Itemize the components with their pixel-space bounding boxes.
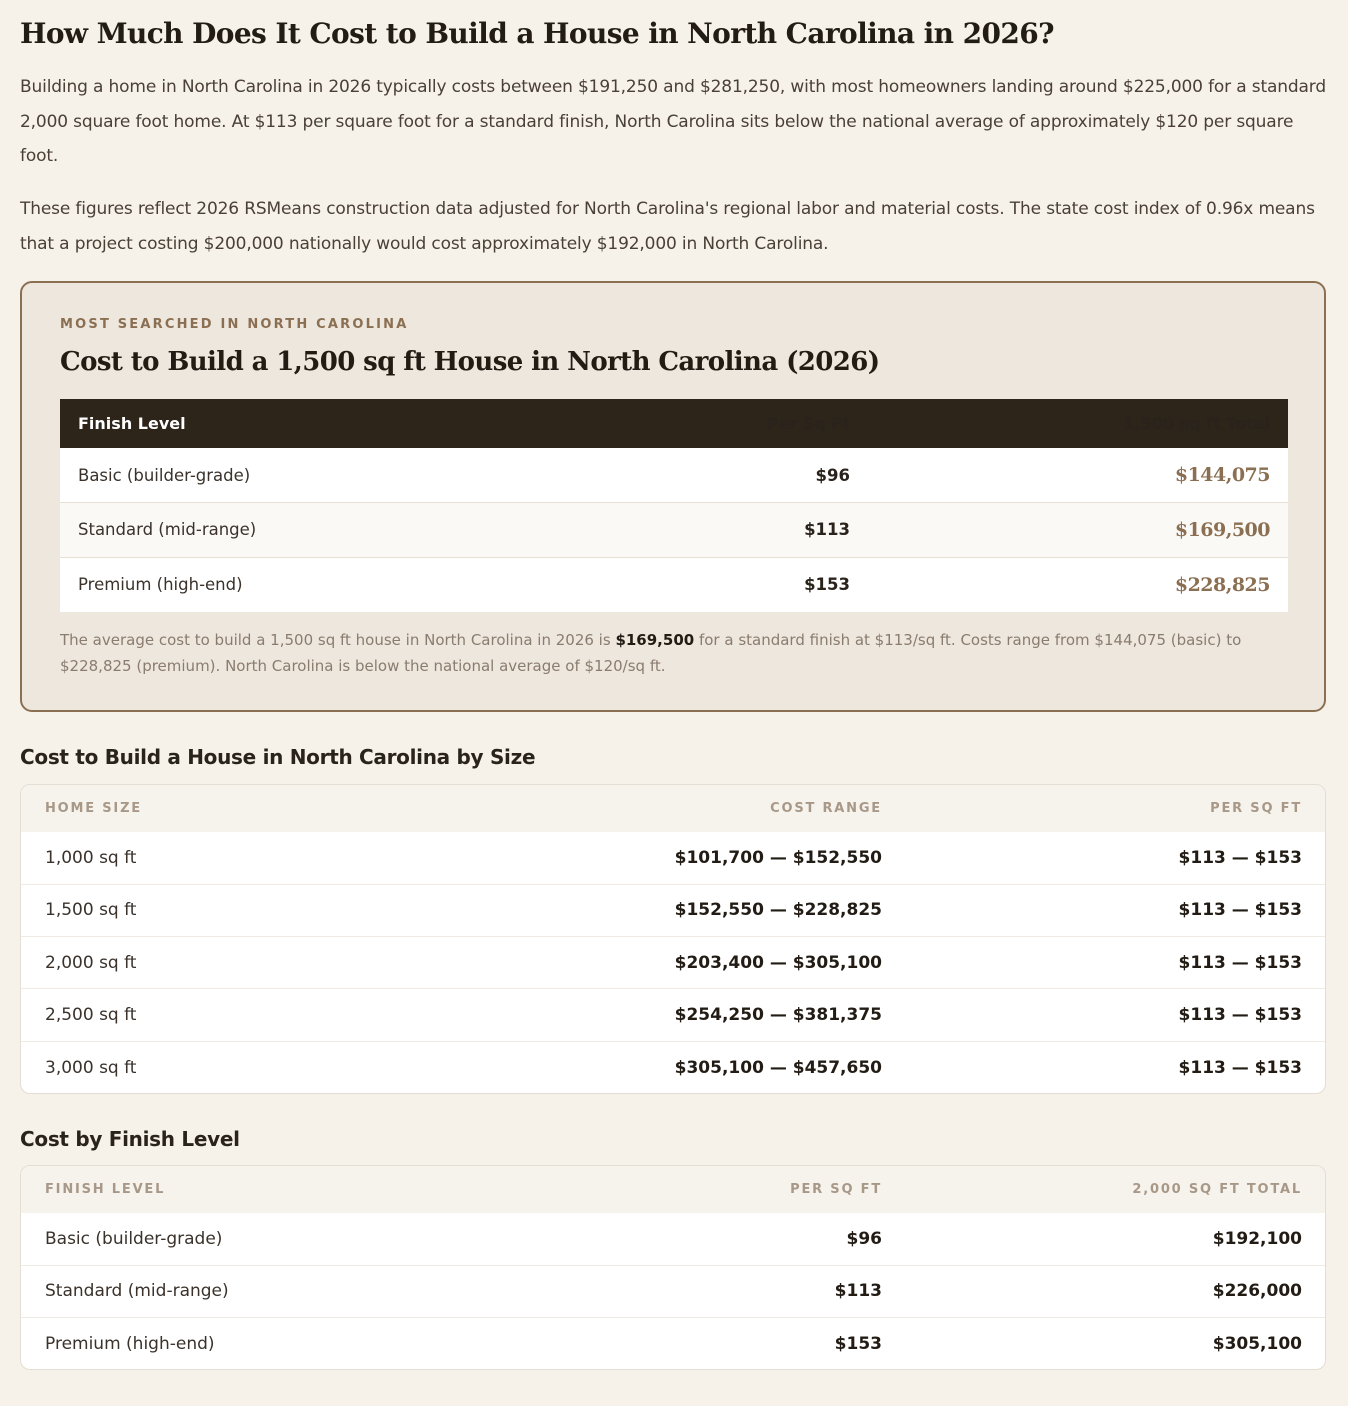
per-sqft-cell: $113 — $153 <box>1178 847 1302 868</box>
total-cell: $144,075 <box>868 448 1288 503</box>
table-row <box>21 989 1326 1041</box>
home-size-cell: 2,500 sq ft <box>21 989 481 1041</box>
per-sqft-cell: $113 — $153 <box>906 884 1326 936</box>
section-heading-by-size: Cost to Build a House in North Carolina by Size <box>20 745 536 769</box>
table-row <box>60 557 1288 612</box>
home-size-cell: 1,500 sq ft <box>21 884 481 936</box>
table-row <box>21 884 1326 936</box>
per-sqft-cell: $96 <box>846 1228 882 1249</box>
per-sqft-cell: $153 <box>640 557 868 612</box>
home-size-cell: 1,000 sq ft <box>45 847 137 868</box>
column-header-cost-range: COST RANGE <box>481 785 906 832</box>
table-row <box>21 1265 1326 1317</box>
total-cell: $226,000 <box>906 1265 1326 1317</box>
featured-cost-table <box>60 399 1288 612</box>
finish-level-cell: Basic (builder-grade) <box>45 1228 223 1249</box>
cost-range-cell: $305,100 — $457,650 <box>481 1041 906 1093</box>
column-header-per-sqft: Per Sq Ft <box>640 399 868 448</box>
per-sqft-cell: $96 <box>640 448 868 503</box>
column-header-total: 1,500 sq ft Total <box>868 399 1288 448</box>
methodology-paragraph: These figures reflect 2026 RSMeans construction data adjusted for North Carolina's regional labor and material costs. The state cost index of 0.96x means that a project costing $200,000 nationally would cost approximately $192,000 in North Carolina. <box>20 199 1315 254</box>
table-header-row <box>21 785 1326 832</box>
table-row <box>21 1213 1326 1265</box>
size-cost-table-container <box>20 784 1326 1094</box>
card-eyebrow: MOST SEARCHED IN NORTH CAROLINA <box>60 317 409 332</box>
table-row <box>21 832 1326 884</box>
total-cell: $192,100 <box>1212 1228 1302 1249</box>
per-sqft-cell: $153 <box>481 1318 906 1370</box>
column-header-finish-level: Finish Level <box>60 399 640 448</box>
per-sqft-cell: $113 <box>481 1265 906 1317</box>
note-highlight-value: $169,500 <box>615 631 695 649</box>
table-header-row <box>60 399 1288 448</box>
table-row <box>21 937 1326 989</box>
table-row <box>60 448 1288 503</box>
column-header-home-size: HOME SIZE <box>21 785 481 832</box>
cost-range-cell: $254,250 — $381,375 <box>481 989 906 1041</box>
per-sqft-cell: $113 — $153 <box>906 937 1326 989</box>
note-text-start: The average cost to build a 1,500 sq ft house in North Carolina in 2026 is <box>60 631 616 649</box>
per-sqft-cell: $113 <box>640 503 868 558</box>
page-title: How Much Does It Cost to Build a House in North Carolina in 2026? <box>20 17 1054 50</box>
finish-cost-table <box>21 1166 1326 1370</box>
finish-level-cell: Standard (mid-range) <box>21 1265 481 1317</box>
table-row <box>21 1041 1326 1093</box>
finish-cost-table-container <box>20 1165 1326 1370</box>
finish-level-cell: Premium (high-end) <box>60 557 640 612</box>
column-header-per-sqft: PER SQ FT <box>481 1166 906 1213</box>
table-row <box>21 1318 1326 1370</box>
column-header-total: 2,000 SQ FT TOTAL <box>906 1166 1326 1213</box>
per-sqft-cell: $113 — $153 <box>906 989 1326 1041</box>
finish-level-cell: Premium (high-end) <box>21 1318 481 1370</box>
per-sqft-cell: $113 — $153 <box>906 1041 1326 1093</box>
column-header-finish-level: FINISH LEVEL <box>21 1166 481 1213</box>
section-heading-by-finish: Cost by Finish Level <box>20 1127 240 1151</box>
note-text-end: for a standard finish at $113/sq ft. Costs range from $144,075 (basic) to $228,825 (premium). North Carolina is below the national average of $120/sq ft. <box>60 631 1242 675</box>
cost-range-cell: $203,400 — $305,100 <box>481 937 906 989</box>
cost-range-cell: $101,700 — $152,550 <box>674 847 882 868</box>
table-header-row <box>21 1166 1326 1213</box>
table-row <box>60 503 1288 558</box>
intro-paragraph: Building a home in North Carolina in 2026 typically costs between $191,250 and $281,250, with most homeowners landing around $225,000 for a standard 2,000 square foot home. At $113 per square foot for a standard finish, North Carolina sits below the national average of approximately $120 per square foot. <box>20 77 1326 166</box>
card-summary-note <box>60 627 1290 679</box>
total-cell: $169,500 <box>868 503 1288 558</box>
total-cell: $305,100 <box>906 1318 1326 1370</box>
total-cell: $228,825 <box>868 557 1288 612</box>
size-cost-table <box>21 785 1326 1093</box>
cost-range-cell: $152,550 — $228,825 <box>481 884 906 936</box>
finish-level-cell: Basic (builder-grade) <box>60 448 640 503</box>
column-header-per-sqft: PER SQ FT <box>906 785 1326 832</box>
card-title: Cost to Build a 1,500 sq ft House in North Carolina (2026) <box>60 347 880 377</box>
home-size-cell: 3,000 sq ft <box>21 1041 481 1093</box>
featured-cost-card <box>20 281 1326 712</box>
finish-level-cell: Standard (mid-range) <box>60 503 640 558</box>
home-size-cell: 2,000 sq ft <box>21 937 481 989</box>
